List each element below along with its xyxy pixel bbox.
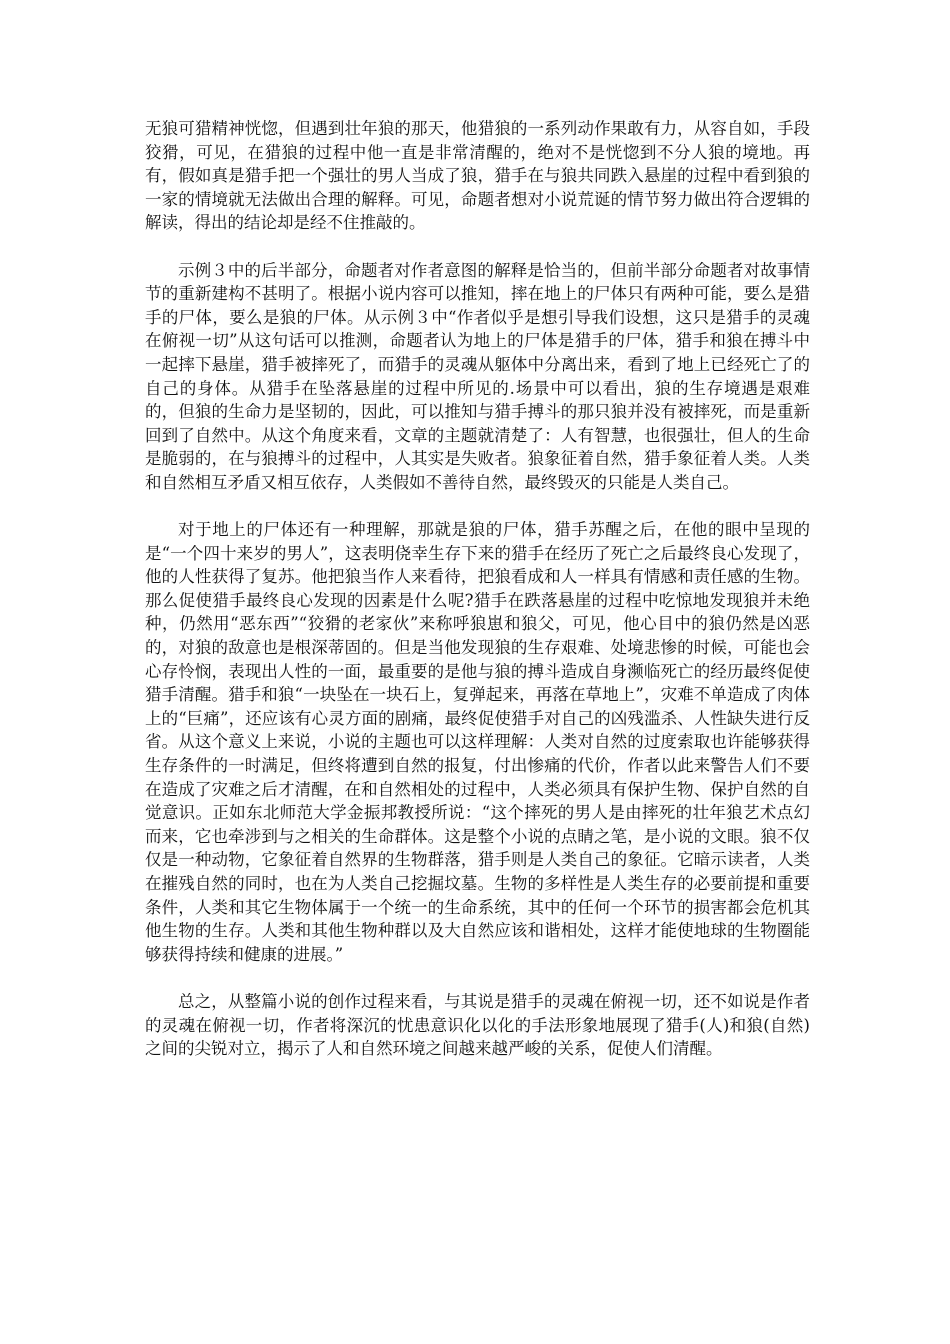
paragraph-3: 对于地上的尸体还有一种理解，那就是狼的尸体，猎手苏醒之后，在他的眼中呈现的是“一个四十来岁的男人”，这表明侥幸生存下来的猎手在经历了死亡之后最终良心发现了，他的人性获得了复苏。他把狼当作人来看待，把狼看成和人一样具有情感和责任感的生物。那么促使猎手最终良心发现的因素是什么呢?猎手在跌落悬崖的过程中吃惊地发现狼并未绝种，仍然用“恶东西”“狡猾的老家伙”来称呼狼崽和狼父，可见，他心目中的狼仍然是凶恶的，对狼的敌意也是根深蒂固的。但是当他发现狼的生存艰难、处境悲惨的时候，可能也会心存怜悯，表现出人性的一面，最重要的是他与狼的搏斗造成自身濒临死亡的经历最终促使猎手清醒。猎手和狼“一块坠在一块石上，复弹起来，再落在草地上”，灾难不单造成了肉体上的“巨痛”，还应该有心灵方面的剧痛，最终促使猎手对自己的凶残滥杀、人性缺失进行反省。从这个意义上来说，小说的主题也可以这样理解：人类对自然的过度索取也许能够获得生存条件的一时满足，但终将遭到自然的报复，付出惨痛的代价，作者以此来警告人们不要在造成了灾难之后才清醒，在和自然相处的过程中，人类必须具有保护生物、保护自然的自觉意识。正如东北师范大学金振邦教授所说：“这个摔死的男人是由摔死的壮年狼艺术点幻而来，它也牵涉到与之相关的生命群体。这是整个小说的点睛之笔，是小说的文眼。狼不仅仅是一种动物，它象征着自然界的生物群落，猎手则是人类自己的象征。它暗示读者，人类在摧残自然的同时，也在为人类自己挖掘坟墓。生物的多样性是人类生存的必要前提和重要条件，人类和其它生物体属于一个统一的生命系统，其中的任何一个环节的损害都会危机其他生物的生存。人类和其他生物种群以及大自然应该和谐相处，这样才能使地球的生物圈能够获得持续和健康的进展。” — [145, 520, 810, 964]
paragraph-1: 无狼可猎精神恍惚，但遇到壮年狼的那天，他猎狼的一系列动作果敢有力，从容自如，手段狡猾，可见，在猎狼的过程中他一直是非常清醒的，绝对不是恍惚到不分人狼的境地。再有，假如真是猎手把一个强壮的男人当成了狼，猎手在与狼共同跌入悬崖的过程中看到狼的一家的情境就无法做出合理的解释。可见，命题者想对小说荒诞的情节努力做出符合逻辑的解读，得出的结论却是经不住推敲的。 — [145, 119, 810, 233]
paragraph-2: 示例３中的后半部分，命题者对作者意图的解释是恰当的，但前半部分命题者对故事情节的重新建构不甚明了。根据小说内容可以推知，摔在地上的尸体只有两种可能，要么是猎手的尸体，要么是狼的尸体。从示例３中“作者似乎是想引导我们设想，这只是猎手的灵魂在俯视一切”从这句话可以推测，命题者认为地上的尸体是猎手的尸体，猎手和狼在搏斗中一起摔下悬崖，猎手被摔死了，而猎手的灵魂从躯体中分离出来，看到了地上已经死亡了的自己的身体。从猎手在坠落悬崖的过程中所见的.场景中可以看出，狼的生存境遇是艰难的，但狼的生命力是坚韧的，因此，可以推知与猎手搏斗的那只狼并没有被摔死，而是重新回到了自然中。从这个角度来看，文章的主题就清楚了：人有智慧，也很强壮，但人的生命是脆弱的，在与狼搏斗的过程中，人其实是失败者。狼象征着自然，猎手象征着人类。人类和自然相互矛盾又相互依存，人类假如不善待自然，最终毁灭的只能是人类自己。 — [145, 260, 810, 492]
document-page — [145, 117, 810, 1084]
paragraph-4: 总之，从整篇小说的创作过程来看，与其说是猎手的灵魂在俯视一切，还不如说是作者的灵魂在俯视一切，作者将深沉的忧患意识化以化的手法形象地展现了猎手(人)和狼(自然)之间的尖锐对立，揭示了人和自然环境之间越来越严峻的关系，促使人们清醒。 — [145, 991, 810, 1059]
